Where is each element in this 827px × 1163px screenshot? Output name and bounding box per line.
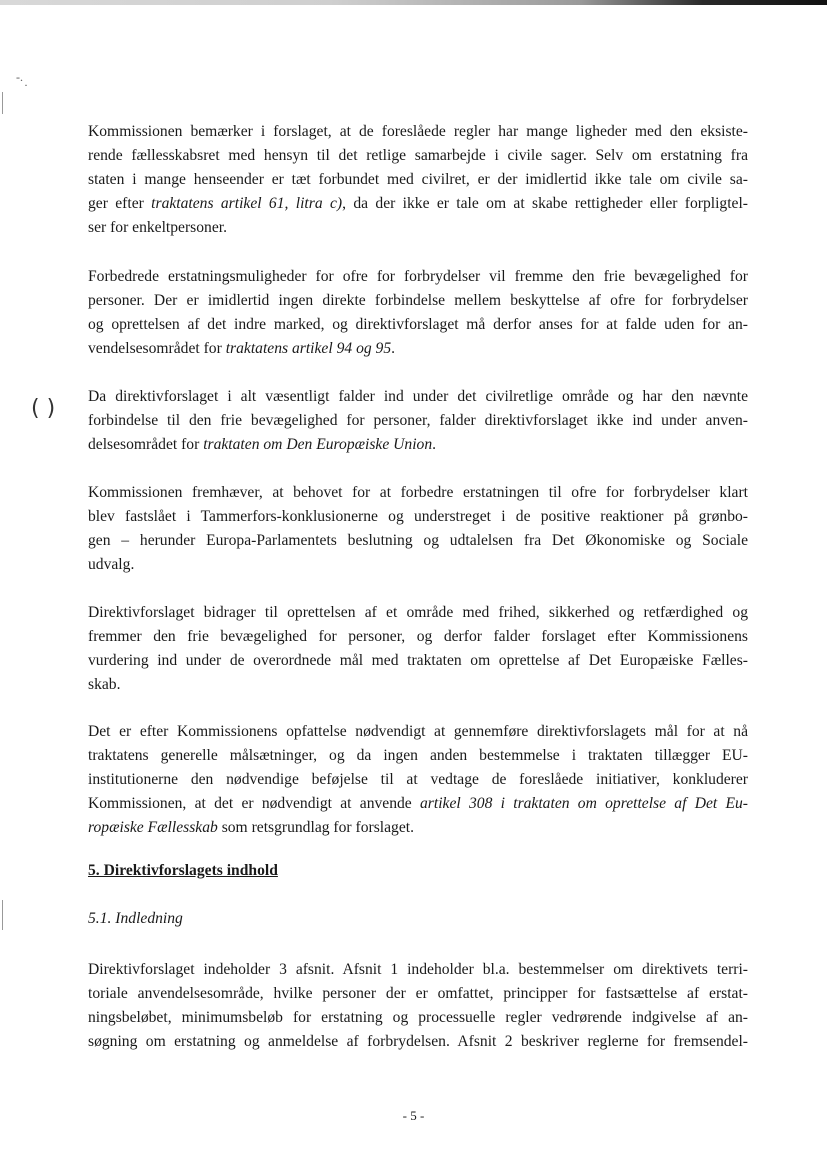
text-line: Det er efter Kommissionens opfattelse nødvendigt at gennemføre direktivforslagets mål for at nå: [88, 723, 748, 740]
text-run: delsesområdet for: [88, 436, 204, 453]
text-run: .: [432, 436, 437, 453]
text-line: fremmer den frie bevægelighed for personer, og derfor falder forslaget efter Kommissionens: [88, 628, 748, 645]
text-line: toriale anvendelsesområde, hvilke personer der er omfattet, principper for fastsættelse af erstat-: [88, 985, 748, 1002]
section-heading: 5. Direktivforslagets indhold: [88, 862, 278, 879]
scan-edge-mark: [2, 900, 3, 930]
text-line: søgning om erstatning og anmeldelse af forbrydelsen. Afsnit 2 beskriver reglerne for fremsendel-: [88, 1033, 748, 1050]
paragraph-1: [88, 120, 748, 240]
text-line: Forbedrede erstatningsmuligheder for ofre for forbrydelser vil fremme den frie bevægelighed for: [88, 268, 748, 285]
text-run: vendelsesområdet for: [88, 340, 226, 357]
text-run: ger efter: [88, 195, 152, 212]
text-line: [88, 337, 748, 361]
text-line: forbindelse til den frie bevægelighed for personer, falder direktivforslaget ikke ind under anven-: [88, 412, 748, 429]
text-line: gen – herunder Europa-Parlamentets beslutning og udtalelsen fra Det Økonomiske og Sociale: [88, 532, 748, 549]
scan-artifact: -.: [16, 70, 23, 84]
text-line: blev fastslået i Tammerfors-konklusionerne og understreget i de positive reaktioner på grønbo-: [88, 508, 748, 525]
italic-reference: traktatens artikel 94 og 95: [225, 340, 392, 357]
italic-reference: ropæiske Fællesskab: [88, 819, 218, 836]
text-line: rende fællesskabsret med hensyn til det retlige samarbejde i civile sager. Selv om erstatning fra: [88, 147, 748, 164]
text-line: ser for enkeltpersoner.: [88, 219, 227, 236]
text-run: .: [391, 340, 396, 357]
italic-reference: traktaten om Den Europæiske Union: [203, 436, 433, 453]
scan-top-edge: [0, 0, 827, 5]
text-line: institutionerne den nødvendige beføjelse til at vedtage de foreslåede initiativer, konkluderer: [88, 771, 748, 788]
punch-hole-mark: ( ): [31, 396, 56, 421]
text-line: vurdering ind under de overordnede mål med traktaten om oprettelse af Det Europæiske Fælles-: [88, 652, 748, 669]
text-line: [88, 192, 748, 216]
text-line: [88, 816, 748, 840]
text-line: Da direktivforslaget i alt væsentligt falder ind under det civilretlige område og har den nævnte: [88, 388, 748, 405]
paragraph-3: [88, 385, 748, 457]
subsection-heading: 5.1. Indledning: [88, 910, 183, 927]
italic-reference: traktatens artikel 61, litra c): [151, 195, 343, 212]
text-line: skab.: [88, 676, 121, 693]
text-run: , da der ikke er tale om at skabe rettigheder eller forpligtel-: [342, 195, 748, 212]
text-line: staten i mange henseender er tæt forbundet med civilret, er der imidlertid ikke tale om civile sa-: [88, 171, 748, 188]
text-line: Kommissionen fremhæver, at behovet for at forbedre erstatningen til ofre for forbrydelser klart: [88, 484, 748, 501]
text-line: Direktivforslaget indeholder 3 afsnit. Afsnit 1 indeholder bl.a. bestemmelser om direktivets terri-: [88, 961, 748, 978]
text-line: Direktivforslaget bidrager til oprettelsen af et område med frihed, sikkerhed og retfærdighed og: [88, 604, 748, 621]
text-line: traktatens generelle målsætninger, og da ingen anden bestemmelse i traktaten tillægger EU-: [88, 747, 748, 764]
text-line: udvalg.: [88, 556, 135, 573]
page-number: - 5 -: [402, 1108, 425, 1123]
paragraph-7: [88, 958, 748, 1054]
text-line: og oprettelsen af det indre marked, og direktivforslaget må derfor anses for at falde uden for an-: [88, 316, 748, 333]
paragraph-6: [88, 720, 748, 840]
text-line: Kommissionen bemærker i forslaget, at de foreslåede regler har mange ligheder med den eksiste-: [88, 123, 748, 140]
text-run: som retsgrundlag for forslaget.: [217, 819, 414, 836]
text-line: [88, 792, 748, 816]
scan-edge-mark: [2, 92, 3, 114]
text-line: ningsbeløbet, minimumsbeløb for erstatning og processuelle regler vedrørende indgivelse af an-: [88, 1009, 748, 1026]
text-line: [88, 433, 748, 457]
paragraph-2: [88, 265, 748, 361]
text-line: personer. Der er imidlertid ingen direkte forbindelse mellem beskyttelse af ofre for forbrydelser: [88, 292, 748, 309]
paragraph-4: [88, 481, 748, 577]
paragraph-5: [88, 601, 748, 697]
italic-reference: artikel 308 i traktaten om oprettelse af Det Eu-: [420, 795, 749, 812]
text-run: Kommissionen, at det er nødvendigt at anvende: [88, 795, 420, 812]
scan-artifact: ·: [24, 78, 28, 92]
